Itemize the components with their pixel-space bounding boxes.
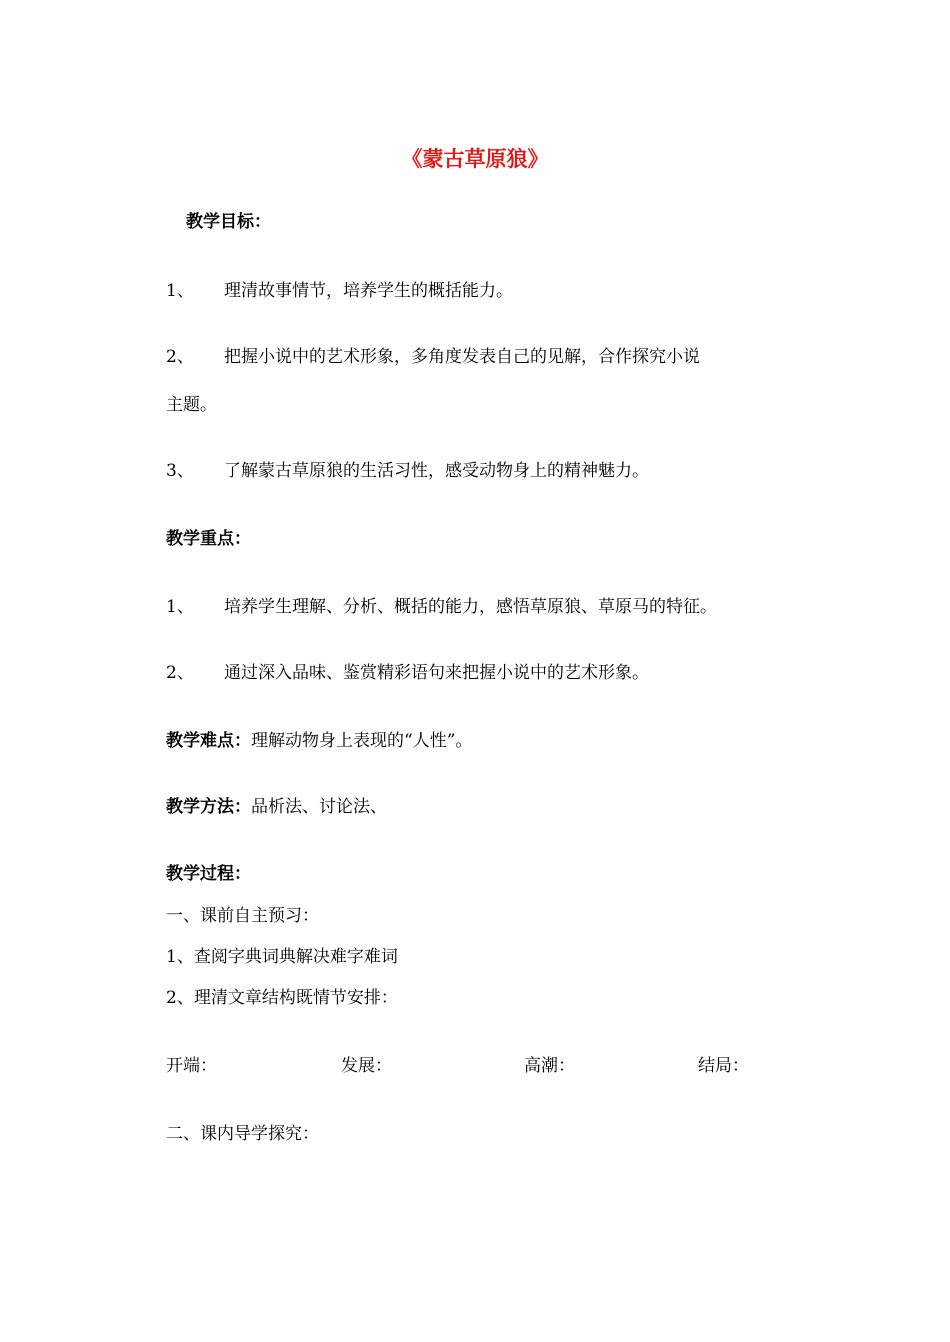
goal-item-text: 理清故事情节，培养学生的概括能力。 — [224, 281, 513, 301]
key-point-item-2 — [166, 662, 649, 684]
document-title: 《蒙古草原狼》 — [401, 147, 549, 171]
difficulty-line — [166, 730, 472, 752]
process-heading: 教学过程： — [166, 864, 251, 884]
difficulty-text: 理解动物身上表现的“人性”。 — [251, 731, 473, 751]
goal-item-1 — [166, 280, 513, 302]
goal-item-text: 了解蒙古草原狼的生活习性，感受动物身上的精神魅力。 — [224, 461, 649, 481]
difficulty-label: 教学难点： — [166, 731, 251, 751]
goal-item-text: 把握小说中的艺术形象，多角度发表自己的见解，合作探究小说 — [224, 347, 700, 367]
stage-climax: 高潮： — [524, 1056, 575, 1076]
key-point-number: 2、 — [166, 663, 194, 683]
goal-item-2 — [166, 346, 700, 368]
process-step-2: 2、理清文章结构既情节安排： — [166, 988, 398, 1008]
method-label: 教学方法： — [166, 797, 251, 817]
key-point-item-1 — [166, 596, 717, 618]
key-point-text: 培养学生理解、分析、概括的能力，感悟草原狼、草原马的特征。 — [224, 597, 717, 617]
process-section-2: 二、课内导学探究： — [166, 1124, 319, 1144]
goal-item-number: 3、 — [166, 461, 194, 481]
method-line — [166, 796, 387, 818]
process-section-1: 一、课前自主预习： — [166, 906, 319, 926]
goal-item-number: 1、 — [166, 281, 194, 301]
key-points-heading: 教学重点： — [166, 529, 251, 549]
goal-item-number: 2、 — [166, 347, 194, 367]
key-point-text: 通过深入品味、鉴赏精彩语句来把握小说中的艺术形象。 — [224, 663, 649, 683]
goal-item-2-continuation: 主题。 — [166, 395, 217, 415]
process-step-1: 1、查阅字典词典解决难字难词 — [166, 947, 398, 967]
key-point-number: 1、 — [166, 597, 194, 617]
stage-development: 发展： — [341, 1056, 392, 1076]
stage-opening: 开端： — [166, 1056, 217, 1076]
goal-item-3 — [166, 460, 649, 482]
goals-heading: 教学目标： — [186, 212, 271, 232]
method-text: 品析法、讨论法、 — [251, 797, 387, 817]
stage-ending: 结局： — [698, 1056, 749, 1076]
